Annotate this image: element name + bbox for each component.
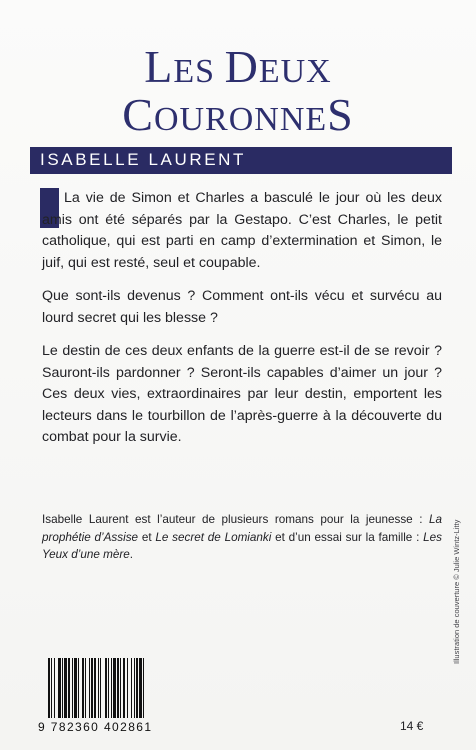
price: 14 €	[400, 719, 424, 733]
barcode-area	[38, 658, 188, 740]
book-title-3: Les Yeux d’une mère	[42, 530, 442, 561]
blurb-paragraph-3: Le destin de ces deux enfants de la guerre est-il de se revoir ? Sauront-ils pardonner ? Seront-ils capables d’aimer un jour ? Ces deux vies, extraordinaires par leur destin, emportent les lecteurs dans le tourbillon de l’après-guerre à la découverte du combat pour la survie.	[42, 343, 442, 445]
title-line-1: LES DEUX	[144, 41, 332, 92]
author-band	[30, 147, 452, 174]
book-title-1: La prophétie d’Assise	[42, 513, 442, 544]
isbn-number: 9 782360 402861	[38, 720, 153, 734]
book-title	[0, 41, 476, 140]
author-name: ISABELLE LAURENT	[40, 150, 246, 169]
blurb	[42, 188, 442, 461]
book-title-2: Le secret de Lomianki	[155, 530, 272, 544]
author-bio: Isabelle Laurent est l’auteur de plusieurs romans pour la jeunesse : La prophétie d’Assise et Le secret de Lomianki et d’un essai sur la famille : Les Yeux d’une mère.	[42, 513, 442, 561]
blurb-paragraph-2: Que sont-ils devenus ? Comment ont-ils vécu et survécu au lourd secret qui les blesse ?	[42, 288, 442, 326]
title-line-2: COURONNES	[122, 89, 354, 140]
blurb-paragraph-1: La vie de Simon et Charles a basculé le jour où les deux amis ont été séparés par la Gestapo. C’est Charles, le petit catholique, qui est parti en camp d’extermination et Simon, le juif, qui est resté, seul et coupable.	[42, 190, 442, 271]
illustration-credit: Illustration de couverture © Julie Wintz-Litty	[452, 519, 461, 664]
barcode-icon	[48, 658, 184, 718]
